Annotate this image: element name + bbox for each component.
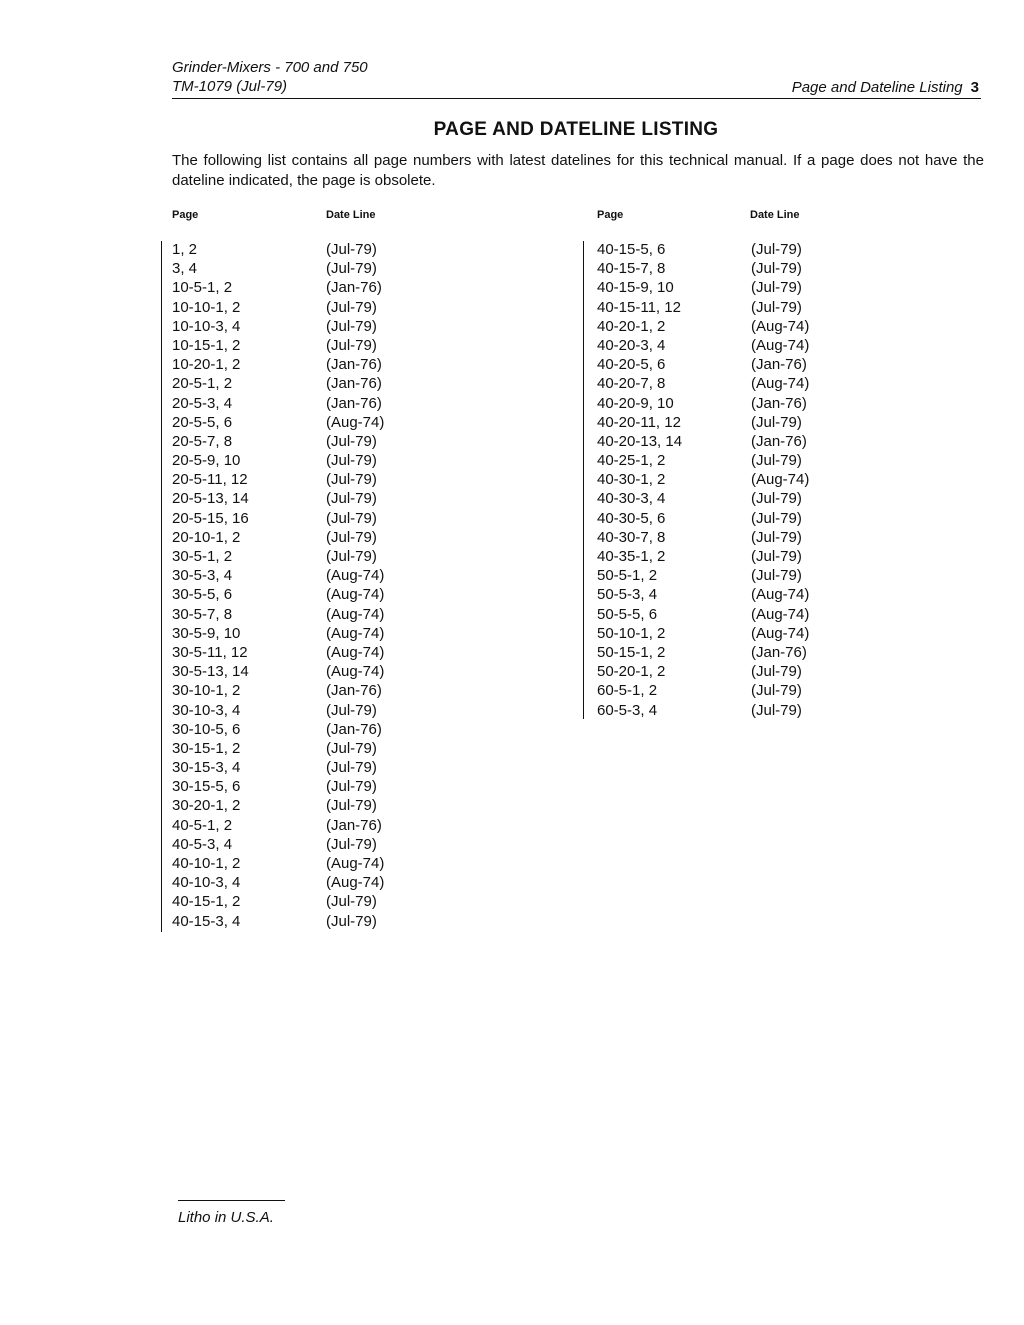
dateline: (Jul-79) <box>751 548 802 565</box>
page-range: 40-15-3, 4 <box>172 912 241 930</box>
dateline: (Jul-79) <box>751 298 802 316</box>
page-range: 30-10-5, 6 <box>172 720 241 738</box>
page-range: 40-5-3, 4 <box>172 835 233 853</box>
page-range: 40-15-5, 6 <box>597 241 666 258</box>
footer-text: Litho in U.S.A. <box>178 1209 274 1226</box>
dateline: (Jul-79) <box>326 797 377 815</box>
dateline: (Aug-74) <box>326 874 385 892</box>
right-date-header: Date Line <box>750 209 800 221</box>
page-range: 50-5-3, 4 <box>597 586 658 604</box>
dateline: (Jul-79) <box>326 509 377 527</box>
dateline: (Jul-79) <box>326 739 377 757</box>
page-range: 10-10-1, 2 <box>172 298 241 316</box>
page-range: 40-20-5, 6 <box>597 356 666 374</box>
dateline: (Jul-79) <box>326 528 377 546</box>
right-page-header: Page <box>597 209 624 221</box>
page-range: 30-5-5, 6 <box>172 586 233 604</box>
dateline: (Aug-74) <box>751 624 810 642</box>
manual-title: Grinder-Mixers - 700 and 750 <box>172 59 368 76</box>
dateline: (Jan-76) <box>751 643 807 661</box>
dateline: (Jul-79) <box>326 298 377 316</box>
page-range: 60-5-1, 2 <box>597 682 658 700</box>
page-range: 30-15-3, 4 <box>172 759 241 777</box>
dateline: (Jul-79) <box>326 471 377 489</box>
page-range: 10-15-1, 2 <box>172 336 241 354</box>
page-range: 30-5-1, 2 <box>172 548 233 565</box>
left-column-bar <box>161 241 162 932</box>
page-range: 40-20-9, 10 <box>597 394 674 412</box>
dateline: (Jul-79) <box>751 567 802 585</box>
dateline: (Jul-79) <box>751 241 802 258</box>
dateline: (Aug-74) <box>751 336 810 354</box>
dateline: (Jul-79) <box>326 432 377 450</box>
dateline: (Aug-74) <box>751 471 810 489</box>
page-range: 20-5-13, 14 <box>172 490 249 508</box>
page-range: 40-35-1, 2 <box>597 548 666 565</box>
page-range: 10-5-1, 2 <box>172 279 233 297</box>
dateline: (Jul-79) <box>326 835 377 853</box>
dateline: (Jul-79) <box>751 279 802 297</box>
page-range: 40-30-3, 4 <box>597 490 666 508</box>
page-range: 50-10-1, 2 <box>597 624 666 642</box>
page-range: 40-30-5, 6 <box>597 509 666 527</box>
dateline: (Jan-76) <box>326 394 382 412</box>
page-title: PAGE AND DATELINE LISTING <box>433 119 719 140</box>
section-title: Page and Dateline Listing <box>791 79 963 96</box>
dateline: (Jul-79) <box>751 413 802 431</box>
page-range: 30-5-11, 12 <box>172 643 248 661</box>
dateline: (Aug-74) <box>751 317 810 335</box>
footer-rule <box>178 1200 285 1201</box>
dateline: (Aug-74) <box>326 624 385 642</box>
page-range: 30-5-7, 8 <box>172 605 233 623</box>
dateline: (Aug-74) <box>326 586 385 604</box>
page-range: 50-5-1, 2 <box>597 567 658 585</box>
page-range: 20-5-3, 4 <box>172 394 233 412</box>
page-number: 3 <box>970 79 979 96</box>
page-range: 10-20-1, 2 <box>172 356 241 374</box>
page-range: 40-20-7, 8 <box>597 375 666 393</box>
dateline: (Jul-79) <box>326 452 377 470</box>
page-range: 40-30-1, 2 <box>597 471 666 489</box>
left-date-header: Date Line <box>326 209 376 221</box>
page-range: 40-15-11, 12 <box>597 298 681 316</box>
dateline: (Jul-79) <box>751 509 802 527</box>
dateline: (Aug-74) <box>751 586 810 604</box>
dateline: (Jul-79) <box>751 701 802 719</box>
dateline: (Jul-79) <box>326 336 377 354</box>
dateline: (Jul-79) <box>751 528 802 546</box>
page-range: 20-5-15, 16 <box>172 509 249 527</box>
dateline: (Jan-76) <box>326 356 382 374</box>
page-range: 30-15-1, 2 <box>172 739 241 757</box>
dateline: (Aug-74) <box>326 663 385 681</box>
manual-number: TM-1079 (Jul-79) <box>172 78 288 95</box>
page-range: 40-20-1, 2 <box>597 317 666 335</box>
page-range: 20-10-1, 2 <box>172 528 241 546</box>
page-range: 60-5-3, 4 <box>597 701 658 719</box>
page-range: 30-5-3, 4 <box>172 567 233 585</box>
left-page-header: Page <box>172 209 199 221</box>
page-range: 20-5-9, 10 <box>172 452 241 470</box>
dateline: (Jul-79) <box>326 701 377 719</box>
page-range: 40-15-1, 2 <box>172 893 241 911</box>
dateline: (Jul-79) <box>326 548 377 565</box>
page-range: 40-10-3, 4 <box>172 874 241 892</box>
page-range: 20-5-1, 2 <box>172 375 233 393</box>
header-rule <box>172 98 981 99</box>
page-range: 40-5-1, 2 <box>172 816 233 834</box>
dateline: (Aug-74) <box>751 605 810 623</box>
dateline: (Jan-76) <box>326 279 382 297</box>
dateline: (Jul-79) <box>326 241 377 258</box>
running-header-right <box>792 78 979 97</box>
dateline: (Jul-79) <box>751 260 802 278</box>
page-range: 40-15-9, 10 <box>597 279 674 297</box>
page-range: 30-10-1, 2 <box>172 682 241 700</box>
page-range: 40-10-1, 2 <box>172 855 241 872</box>
page-range: 1, 2 <box>172 241 198 258</box>
page-range: 20-5-5, 6 <box>172 413 233 431</box>
dateline: (Jul-79) <box>326 490 377 508</box>
dateline: (Jan-76) <box>751 394 807 412</box>
page-range: 3, 4 <box>172 260 198 278</box>
page-range: 40-20-13, 14 <box>597 432 683 450</box>
dateline: (Jul-79) <box>326 317 377 335</box>
dateline: (Jul-79) <box>326 260 377 278</box>
right-column-bar <box>583 241 584 719</box>
running-header-left <box>172 58 368 96</box>
page-range: 50-5-5, 6 <box>597 605 658 623</box>
page-range: 30-5-13, 14 <box>172 663 249 681</box>
dateline: (Jan-76) <box>326 375 382 393</box>
page-range: 20-5-7, 8 <box>172 432 233 450</box>
page-range: 40-15-7, 8 <box>597 260 666 278</box>
dateline: (Jul-79) <box>751 682 802 700</box>
page-range: 50-20-1, 2 <box>597 663 666 681</box>
dateline: (Aug-74) <box>751 375 810 393</box>
dateline: (Aug-74) <box>326 605 385 623</box>
dateline: (Aug-74) <box>326 413 385 431</box>
intro-paragraph: The following list contains all page numbers with latest datelines for this technical manual. If a page does not have the dateline indicated, the page is obsolete. <box>172 152 984 189</box>
dateline: (Aug-74) <box>326 567 385 585</box>
page-range: 30-10-3, 4 <box>172 701 241 719</box>
page-range: 40-20-3, 4 <box>597 336 666 354</box>
dateline: (Jul-79) <box>751 490 802 508</box>
dateline: (Jul-79) <box>751 452 802 470</box>
page-range: 30-20-1, 2 <box>172 797 241 815</box>
dateline: (Jan-76) <box>751 356 807 374</box>
page-range: 50-15-1, 2 <box>597 643 666 661</box>
dateline: (Aug-74) <box>326 855 385 872</box>
dateline: (Jan-76) <box>326 720 382 738</box>
page-range: 20-5-11, 12 <box>172 471 248 489</box>
dateline: (Jul-79) <box>326 778 377 796</box>
page-range: 10-10-3, 4 <box>172 317 241 335</box>
dateline: (Jul-79) <box>326 893 377 911</box>
dateline: (Aug-74) <box>326 643 385 661</box>
dateline: (Jul-79) <box>751 663 802 681</box>
dateline: (Jan-76) <box>326 816 382 834</box>
page-range: 40-25-1, 2 <box>597 452 666 470</box>
page-range: 30-15-5, 6 <box>172 778 241 796</box>
dateline: (Jul-79) <box>326 912 377 930</box>
page-range: 30-5-9, 10 <box>172 624 241 642</box>
page-range: 40-30-7, 8 <box>597 528 666 546</box>
dateline: (Jan-76) <box>326 682 382 700</box>
dateline: (Jan-76) <box>751 432 807 450</box>
page-range: 40-20-11, 12 <box>597 413 681 431</box>
dateline: (Jul-79) <box>326 759 377 777</box>
